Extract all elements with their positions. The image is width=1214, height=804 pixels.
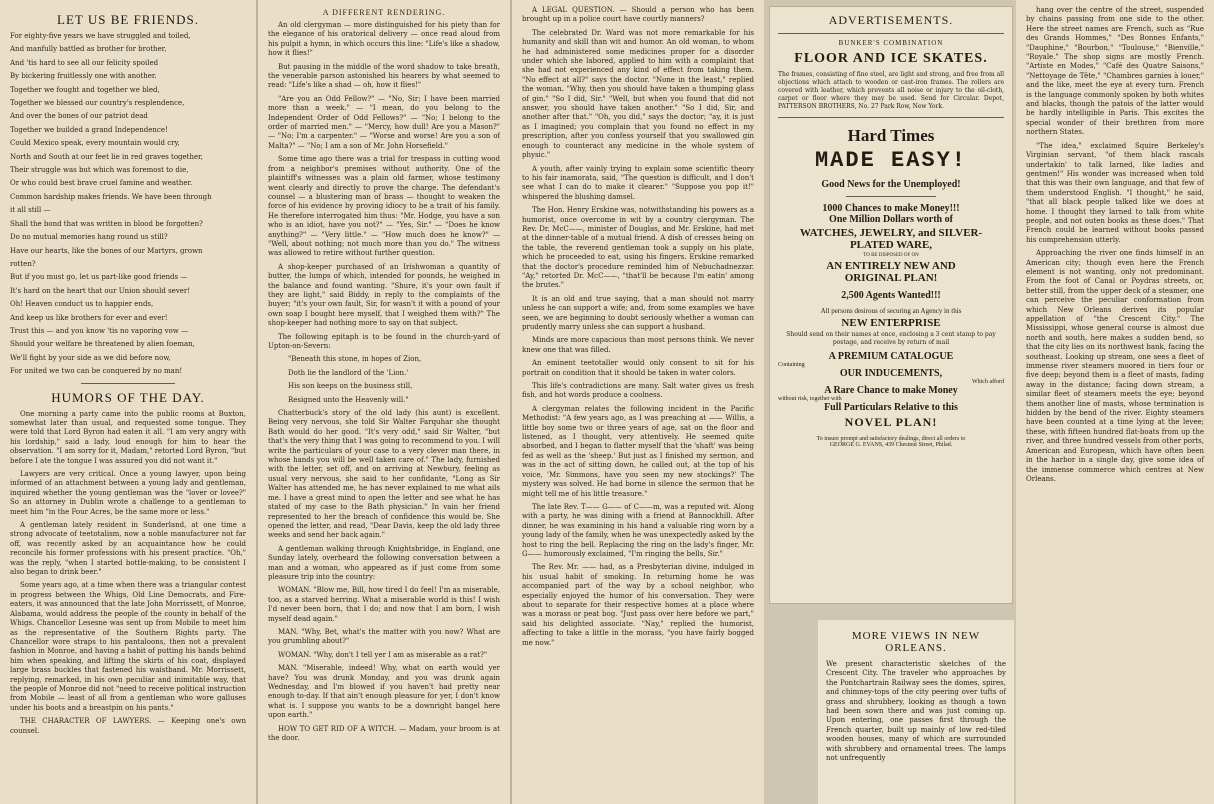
ad-agents: 2,500 Agents Wanted!!! (841, 290, 941, 301)
ad-which-afford: Which afford (971, 379, 1004, 385)
poem-line: Could Mexico speak, every mountain would cry, (10, 139, 180, 148)
article-paragraph: Some years ago, at a time when there was a triangular contest in progress between the Whigs, Old Line Democrats, and Fire-eaters, it was announced that the late John Morrissett, of Monroe, Alabama, would address the people of the county in behalf of the Whigs. Chancellor Lesesne was sent up from Mobile to meet him as the representative of the Southern Rights party. The Chancellor wore straps to his pantaloons, then not a prevalent fashion in Monroe, and having a habit of putting his hands behind him when speaking, and lifting the skirts of his coat, displayed large brass buckles that fastened his waistband. Mr. Morrissett, replying, remarked, in his own peculiar and inimitable way, that the people of Monroe did not "need to receive political instruction from Mobile — least of all from a gentleman who wore galluses under his boots and a breastpin on his pants." (10, 581, 246, 712)
background-gap (764, 608, 816, 804)
ad-made-easy: MADE EASY! (814, 148, 968, 173)
poem-line: Together we blessed our country's resplendence, (10, 99, 185, 108)
poem-line: We'll fight by your side as we did before now, (10, 353, 171, 362)
poem-line: Together we builded a grand Independence! (10, 125, 168, 134)
poem-line: Trust this — and you know 'tis no vaporing vow — (10, 326, 188, 335)
poem-line: For united we two can be conquered by no man! (10, 367, 183, 376)
ad-skates-title: FLOOR AND ICE SKATES. (794, 51, 988, 66)
ad-hard-times: Hard Times (847, 126, 935, 145)
article-paragraph: The Rev. Mr. —— had, as a Presbyterian divine, indulged in his usual habit of smoking. In returning home he was accompanied part of the way by a school neighbor, who especially enjoyed the humor of his conversation. They were about to separate for their respective homes at a place where was a morass or peat bog. "Just pass over here before we part," said his delighted associate. "Nay," replied the humorist, affecting to take a little in the morass, "you have fairly bogged me now." (522, 563, 754, 647)
ad-entirely: AN ENTIRELY NEW AND (826, 260, 956, 272)
poem-line: North and South at our feet lie in red graves together, (10, 152, 203, 161)
ad-inducements: OUR INDUCEMENTS, (839, 368, 943, 379)
ad-million: One Million Dollars worth of (829, 214, 953, 225)
more-views-new-orleans (818, 620, 1014, 804)
ad-novel: NOVEL PLAN! (844, 415, 938, 429)
ad-evans: GEORGE G. EVANS, 439 Chestnut Street, Philad. (829, 442, 953, 448)
ad-watches: WATCHES, JEWELRY, and SILVER- (799, 227, 983, 239)
poem-line: By bickering fruitlessly one with another. (10, 72, 157, 81)
ad-disposed: TO BE DISPOSED OF ON (863, 253, 919, 258)
article-paragraph: The celebrated Dr. Ward was not more remarkable for his humanity and skill than wit and humor. An old woman, to whom he had administered some medicines proper for a disorder under which she labored, applied to him with a complaint that she had not experienced any kind of effect from taking them. "No effect at all?" says the doctor. "None in the least," replied the woman. "Why, then you should have taken a thumping glass of gin." "So I did, Sir." "Well, but when you found that did not answer, you should have taken another." "So I did, Sir, and another after that." "Oh, you did," says the doctor; "ay, it is just as I imagined; you complain that you found no effect in my prescription, after you confess yourself that you swallowed gin enough to counteract any medicine in the whole system of physic." (522, 28, 754, 160)
article-paragraph: A gentleman lately resident in Sunderland, at one time a strong advocate of teetotalism, now a noble manufacturer not far off, was recently asked by an acquaintance how he could reconcile his former professions with his present practice. "Oh," was the reply, "when I started bottle-making, to be consistent I also began to drink beer." (10, 521, 246, 577)
article-paragraph: A youth, after vainly trying to explain some scientific theory to his fair inamorata, said, "The question is difficult, and I don't see what I can do to make it clearer." "Suppose you pop it!" whispered the blushing damsel. (522, 164, 754, 201)
article-paragraph: MAN. "Why, Bet, what's the matter with you now? What are you grumbling about?" (268, 627, 500, 646)
ad-without-risk: without risk, together with (778, 396, 842, 402)
poem-line: Their struggle was but which was foremost to die, (10, 166, 189, 175)
poem-line: And 'tis hard to see all our felicity spoiled (10, 58, 159, 67)
ad-premium: A PREMIUM CATALOGUE (828, 351, 954, 362)
article-paragraph: An eminent teetotaller would only consent to sit for his portrait on condition that it should be taken in water colors. (522, 359, 754, 377)
article-paragraph: The following epitaph is to be found in the church-yard of Upton-on-Severn: (268, 332, 500, 350)
ad-should-send: Should send on their names at once, enclosing a 3 cent stamp to pay postage, and receive by return of mail (786, 331, 996, 346)
new-orleans-continued-paragraphs (1026, 6, 1204, 484)
ad-header: ADVERTISEMENTS. (828, 13, 954, 27)
article-paragraph: A gentleman walking through Knightsbridge, in England, one Sunday lately, overheard the following conversation between a man and a woman, who appeared as if just come from some pleasure trip into the country: (268, 544, 500, 581)
ad-rare: A Rare Chance to make Money (824, 385, 958, 396)
ad-chances: 1000 Chances to make Money!!! (822, 203, 960, 214)
article-paragraph: One morning a party came into the public rooms at Buxton, somewhat later than usual, and requested some tongue. They were told that Lord Byron had eaten it all. "I am very angry with his lordship," said a lady, loud enough for him to hear the observation. "I am sorry for it, Madam," retorted Lord Byron, "but before I ate the tongue I was assured you did not want it." (10, 409, 246, 465)
article-paragraph: hang over the centre of the street, suspended by chains passing from one side to the other. Here the street names are French, such as "Rue des Grands Hommes," "Des Bonnes Enfants," "Dauphine," "Bourbon," "Toulouse," "Bienville," "Royale." The shop signs are mostly French. "Artiste en Modes," "Café des Quatre Saisons," "Nettoyage de Tête," "Chambres garnies à louer," and the like, meet the eye at every turn. French is the language commonly spoken by both whites and blacks, though the patois of the latter would be hardly intelligible in Paris. This excites the special wonder of their brethren from more northern States. (1026, 6, 1204, 137)
ad-original: ORIGINAL PLAN! (844, 272, 938, 284)
ad-all-persons: All persons desirous of securing an Agency in this (820, 307, 962, 315)
rendering-paragraphs-2 (268, 409, 500, 743)
article-paragraph: HOW TO GET RID OF A WITCH. — Madam, your broom is at the door. (268, 724, 500, 743)
poem-line: Do no mutual memories hang round us still? (10, 233, 168, 242)
article-paragraph: The late Rev. T—— G—— of C——m, was a reputed wit. Along with a party, he was dining with a friend at Bannockhill. After dinner, he was examining in his hand a valuable ring worn by a young lady of the family, when he was unexpectedly asked by the host to ring the bell. Replacing the ring on the lady's finger, Mr. G—— humorously exclaimed, "I'm ringing the bells, Sir." (522, 502, 754, 558)
article-paragraph: Approaching the river one finds himself in an American city; though even here the French element is not wanting, only not predominant. From the foot of Canal or Poydras streets, or, better still, from the upper deck of a steamer, one can perceive the peculiar conformation from which New Orleans derives its popular appellation of "the Crescent City." The Mississippi, whose general course is almost due north and south, here makes a sudden bend, so that the city lies on its northwest bank, facing the southeast. Looking up stream, one sees a fleet of immense river steamers moored in tiers four or five deep; beyond them is a fleet of masts, fading away in the distance; facing down stream, a similar fleet of steamers meets the eye; beyond them another line of masts, whose termination is hidden by the bend of the river. Eighty steamers have been counted at a time lying at the levee; these, with fifteen hundred flat-boats from up the river, and three hundred vessels from other ports, American and European, which have often been in the harbor in a single day, give some idea of the immense commerce which centres at New Orleans. (1026, 249, 1204, 483)
epitaph-line: His son keeps on the business still, (288, 382, 413, 391)
article-paragraph: A LEGAL QUESTION. — Should a person who has been brought up in a police court have courtly manners? (522, 6, 754, 24)
epitaph-verse (288, 355, 500, 405)
closing-joke-text: — Keeping one's own counsel. (10, 717, 246, 735)
poem-line: And over the bones of our patriot dead (10, 112, 148, 121)
epitaph-line: Resigned unto the Heavenly will." (288, 395, 409, 404)
article-paragraph: Lawyers are very critical. Once a young lawyer, upon being informed of an attachment between a young lady and gentleman, inquired whether the young gentleman was the "lover or lovee?" So an attorney in Dublin wrote a challenge to a gentleman to meet him "in the Four Acres, be the same more or less." (10, 470, 246, 516)
article-paragraph: An old clergyman — more distinguished for his piety than for the elegance of his oratorical delivery — once read aloud from his pulpit a hymn, in which occurs this line: "Life's like a shadow, how it flies!" (268, 21, 500, 58)
poem-line: For eighty-five years we have struggled and toiled, (10, 32, 191, 40)
ad-plated: PLATED WARE, (849, 239, 933, 251)
article-paragraph: "Are you an Odd Fellow?" — "No, Sir; I have been married more than a week." — "I mean, do you belong to the Independent Order of Odd Fellows?" — "No; I belong to the order of married men." — "Mercy, how dull! Are you a Mason?" — "No; I'm a carpenter." — "Worse and worse! Are you a son of Malta?" — "No; I am a son of Mr. John Horsefield." (268, 94, 500, 150)
ad-containing: Containing (778, 362, 805, 368)
poem-line: Have our hearts, like the bones of our Martyrs, grown (10, 246, 203, 255)
closing-joke (10, 717, 246, 736)
epitaph-line: Doth lie the landlord of the 'Lion.' (288, 368, 409, 377)
column-different-rendering (258, 0, 510, 804)
legal-question-paragraphs (522, 6, 754, 648)
poem-line: Oh! Heaven conduct us to happier ends, (10, 300, 154, 309)
poem-line: And keep us like brothers for ever and ever! (10, 313, 168, 322)
closing-joke-caps: THE CHARACTER OF LAWYERS. (20, 717, 152, 726)
poem-line: it all still — (10, 206, 51, 215)
article-paragraph: The Hon. Henry Erskine was, notwithstanding his powers as a humorist, once overcome in wit by a country clergyman. The Rev. Dr. McC——, minister of Douglas, and Mr. Erskine, had met at the dinner-table of a mutual friend. A dish of cresses being on the table, the reverend gentleman took a supply on his plate, which he proceeded to eat, using his fingers. Erskine remarked that the doctor's procedure reminded him of Nebuchadnezzar. "Ay," retorted Dr. McC——, "that'll be because I'm eatin' among the brutes." (522, 206, 754, 290)
divider (846, 196, 936, 197)
heading-a-different-rendering: A DIFFERENT RENDERING. (322, 8, 446, 17)
poem-line: Shall the bond that was written in blood be forgotten? (10, 219, 203, 228)
rendering-paragraphs (268, 21, 500, 351)
divider (778, 33, 1004, 34)
humors-paragraphs (10, 410, 246, 714)
article-paragraph: A shop-keeper purchased of an Irishwoman a quantity of butter, the lumps of which, intended for pounds, he weighed in the balance and found wanting. "Shure, it's your own fault if they are light," said Biddy, in reply to the complaints of the buyer; "it's your own fault, Sir, for wasn't it with a pound of your own soap I bought here myself, that I weighed them with?" The shop-keeper had nothing more to say on that subject. (268, 262, 500, 328)
ad-ensure: To insure prompt and satisfactory dealings, direct all orders to (816, 436, 966, 442)
poem-line: And manfully battled as brother for brother, (10, 45, 167, 54)
ad-good-news: Good News for the Unemployed! (821, 179, 961, 190)
article-paragraph: It is an old and true saying, that a man should not marry unless he can support a wife; and, from some examples we have seen, we are beginning to doubt seriously whether a woman can prudently marry unless she can support a husband. (522, 294, 754, 331)
article-paragraph: A clergyman relates the following incident in the Pacific Methodist: "A few years ago, as I was preaching at —— Willis, a little boy some two or three years of age, sat on the floor and listened, as I thought, very attentively. He seemed quite absorbed, and I began to flatter myself that the 'shaft' was being fed as well as the 'sheep.' But just as I finished my sermon, and was in the act of sitting down, he called out, at the top of his voice, 'Mr. Simmons, have you seen my new stockings?' The mystery was solved. He had borne in silence the sermon that he might tell me of his little treasure." (522, 404, 754, 498)
column-new-orleans-continued (1016, 0, 1214, 804)
poem-line: Together we fought and together we bled, (10, 85, 160, 94)
article-paragraph: WOMAN. "Blow me, Bill, how tired I do feel! I'm as miserable, too, as a starved herring. What a miserable world is this! I wish I'd never been born, that I do; and now that I am born, I wish myself dead again." (268, 586, 500, 623)
column-let-us-be-friends (0, 0, 256, 804)
article-paragraph: But pausing in the middle of the word shadow to take breath, the venerable parson astonished his hearers by what seemed to read: "Life's like a shad — oh, how it flies!" (268, 62, 500, 90)
article-paragraph: Chatterbuck's story of the old lady (his aunt) is excellent. Being very nervous, she told Sir Walter Farquhar she thought Bath would do her good. "It's very odd," said Sir Walter, "but that's the very thing that I was going to recommend to you. I will write the particulars of your case to a very clever man there, in whose hands you will be well taken care of." The lady, furnished with the letter, set off, and on arriving at Newbury, feeling as usual very nervous, she said to her confidante, "Long as Sir Walter has attended me, he has never explained to me what ails me. I have a great mind to open the letter and see what he has stated of my case to the Bath physician." In vain her friend represented to her the breach of confidence this would be. She opened the letter, and read, "Dear Davis, keep the old lady three weeks and send her back again." (268, 409, 500, 540)
article-paragraph: WOMAN. "Why, don't I tell yer I am as miserable as a rat?" (278, 650, 488, 659)
article-paragraph: MAN. "Miserable, indeed! Why, what on earth would yer have? You was drunk Monday, and you was drunk again Wednesday, and I'm blowed if you haven't had pretty near enough to-day. If that ain't enough pleasure for yer, I don't know what is. I suppose you wants to be a downright bangel here upon earth." (268, 664, 500, 720)
heading-let-us-be-friends: LET US BE FRIENDS. (57, 12, 199, 27)
ad-particulars: Full Particulars Relative to this (824, 402, 958, 413)
ad-enterprise: NEW ENTERPRISE (841, 317, 941, 329)
article-paragraph: This life's contradictions are many. Salt water gives us fresh fish, and hot words produce a coolness. (522, 382, 754, 400)
article-paragraph: "The idea," exclaimed Squire Berkeley's Virginian servant, "of them black rascals undertakin' to talk larned, like ladies and gentmen!" His wonder was increased when told that this was their own language, and that few of them understood English. "I thought," he said, "that all black people talked like we does at home. I thought they larned to talk from white people, and not outen books as these does." That French could be learned without books passed his comprehension utterly. (1026, 141, 1204, 244)
article-paragraph: Some time ago there was a trial for trespass in cutting wood from a neighbor's premises without authority. One of the plaintiff's witnesses was a plain old farmer, whose testimony went clearly and directly to prove the charge. The defendant's counsel — a blustering man of brass — thought to weaken the force of his evidence by proving idiocy to be a trait of his family. He therefore interrogated him thus: "Mr. Hodge, you have a son who is an idiot, have you not?" — "Yes, Sir." — "Does he know anything?" — "Very little." — "How much does he know?" — "Well, about nothing; not much more than you do." The witness was allowed to retire without further question. (268, 155, 500, 258)
poem-line: Or who could best brave cruel famine and weather. (10, 179, 193, 188)
heading-humors-of-the-day: HUMORS OF THE DAY. (51, 389, 205, 405)
new-orleans-body: We present characteristic sketches of the Crescent City. The traveler who approaches by the Pontchartrain Railway sees the domes, spires, and chimney-tops of the city peering over tufts of grass and shrubbery, looking as though a town had been sown there and was just coming up. Upon entering, one passes first through the French quarter, built up mainly of low red-tiled wooden houses, many of which are surrounded with shrubbery and ornamental trees. The lamps not unfrequently (826, 660, 1006, 763)
heading-new-orleans: MORE VIEWS IN NEW ORLEANS. (851, 630, 981, 654)
poem-line: It's hard on the heart that our Union should sever! (10, 286, 191, 295)
poem-line: Common hardship makes friends. We have been through (10, 192, 212, 201)
article-paragraph: Minds are more capacious than most persons think. We never knew one that was filled. (522, 336, 754, 354)
poem-line: But if you must go, let us part-like good friends — (10, 273, 188, 282)
column-legal-question (512, 0, 764, 804)
divider (778, 117, 1004, 118)
epitaph-line: "Beneath this stone, in hopes of Zion, (288, 355, 422, 364)
ad-skates-body: The frames, consisting of fine steel, are light and strong, and free from all objections which attach to wooden or cast-iron frames. The rollers are covered with leather, which prevents all noise or injury to the oil-cloth, carpet or floor where they may be used. Send for Circular. Depot, PATTERSON BROTHERS, No. 27 Park Row, New York. (778, 71, 1004, 110)
poem-line: Should your welfare be threatened by alien foeman, (10, 340, 195, 349)
poem-let-us-be-friends (10, 32, 246, 377)
divider (81, 383, 175, 384)
advertisement-block (769, 6, 1013, 604)
poem-line: rotten? (10, 259, 36, 268)
ad-bunker: BUNKER'S COMBINATION (838, 39, 944, 47)
